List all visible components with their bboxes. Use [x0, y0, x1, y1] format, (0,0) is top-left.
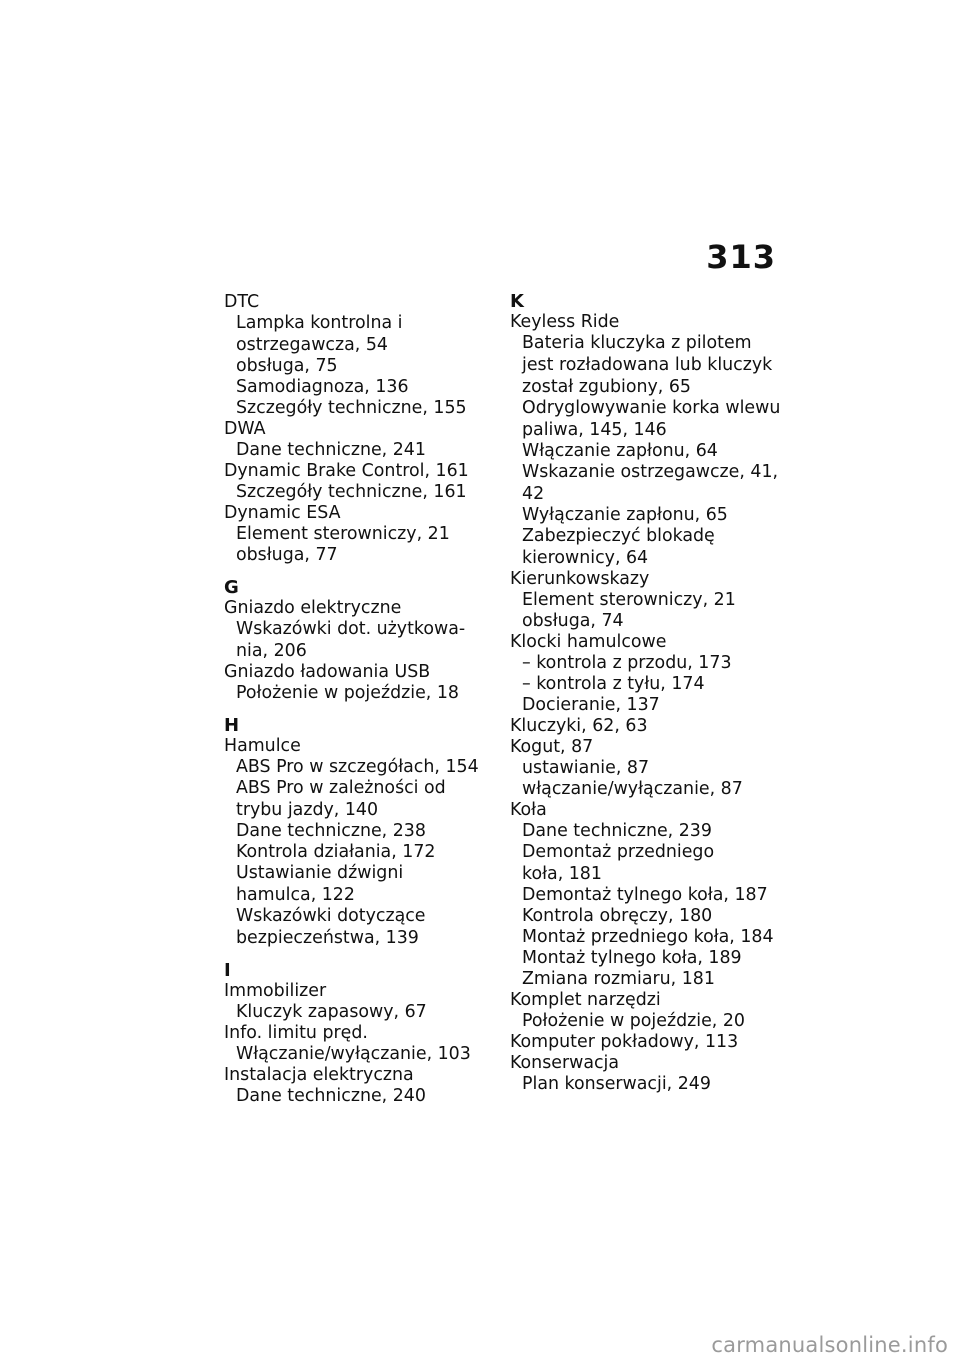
index-letter-heading: I [224, 960, 231, 981]
index-subentry-line: Samodiagnoza, 136 [236, 377, 409, 397]
index-subentry [224, 1086, 496, 1107]
index-subentry [510, 885, 800, 906]
index-subentry-line: Szczegóły techniczne, 155 [236, 398, 467, 418]
index-entry-kierunkowskazy [510, 569, 800, 632]
index-subentry-line: 42 [522, 484, 545, 504]
index-subentry [224, 440, 496, 461]
index-subentry-line: Wskazówki dot. użytkowa- [236, 619, 466, 639]
index-subentry-line: ABS Pro w zależności od [236, 778, 446, 798]
index-subentry-line: Demontaż przedniego [522, 842, 715, 862]
index-term: Kluczyki, 62, 63 [510, 716, 648, 736]
index-subentry-line: Dane techniczne, 239 [522, 821, 712, 841]
index-term: Dynamic Brake Control, 161 [224, 461, 469, 481]
index-subentry-line: Docieranie, 137 [522, 695, 660, 715]
index-term: Komplet narzędzi [510, 990, 661, 1010]
index-subentry-line: Położenie w pojeździe, 20 [522, 1011, 745, 1031]
index-subentry-line: Wskazówki dotyczące [236, 906, 426, 926]
index-subentry [510, 526, 800, 569]
index-subentry [224, 377, 496, 398]
index-subentry-line: Kontrola działania, 172 [236, 842, 436, 862]
index-subentry-line: jest rozładowana lub kluczyk [522, 355, 773, 375]
index-entry-gniazdo-elektryczne [224, 598, 496, 662]
index-entry-komputer-pokladowy-113 [510, 1032, 800, 1053]
index-entry-gniazdo-ladowania-usb [224, 662, 496, 704]
index-column-left [224, 292, 496, 1119]
index-subentry [224, 683, 496, 704]
index-subentry-line: Zabezpieczyć blokadę [522, 526, 715, 546]
index-subentry-line: Element sterowniczy, 21 [236, 524, 450, 544]
index-subentry [224, 821, 496, 842]
index-subentry-line: Wyłączanie zapłonu, 65 [522, 505, 728, 525]
index-term: Dynamic ESA [224, 503, 341, 523]
index-subentry [224, 482, 496, 503]
index-letter-heading: G [224, 577, 239, 598]
index-subentry [224, 757, 496, 778]
index-term: Komputer pokładowy, 113 [510, 1032, 739, 1052]
index-subentry [510, 842, 800, 885]
index-subentry [510, 441, 800, 462]
index-subentry [510, 333, 800, 398]
index-subentry-line: paliwa, 145, 146 [522, 420, 667, 440]
index-subentry-line: kierownicy, 64 [522, 548, 649, 568]
index-term: Gniazdo elektryczne [224, 598, 402, 618]
index-subentry-line: Wskazanie ostrzegawcze, 41, [522, 462, 779, 482]
index-entry-komplet-narzedzi [510, 990, 800, 1032]
index-subentry-line: Plan konserwacji, 249 [522, 1074, 711, 1094]
index-subentry [510, 1011, 800, 1032]
index-subentry-line: nia, 206 [236, 641, 307, 661]
index-subentry-line: Ustawianie dźwigni [236, 863, 404, 883]
index-entry-instalacja-elektryczna [224, 1065, 496, 1107]
index-group-h [224, 716, 496, 949]
index-subentry-line: Element sterowniczy, 21 [522, 590, 736, 610]
index-subentry-line: ostrzegawcza, 54 [236, 335, 388, 355]
index-column-right [510, 292, 800, 1107]
index-entry-kluczyki-62-63 [510, 716, 800, 737]
index-subentry-line: Bateria kluczyka z pilotem [522, 333, 752, 353]
index-subentry [510, 758, 800, 779]
index-subentry-line: Odryglowywanie korka wlewu [522, 398, 781, 418]
index-subentry [224, 1044, 496, 1065]
index-subentry-line: trybu jazdy, 140 [236, 800, 379, 820]
index-subentry [510, 906, 800, 927]
index-subentry-line: koła, 181 [522, 864, 602, 884]
index-subentry [224, 524, 496, 545]
index-entry-immobilizer [224, 981, 496, 1023]
index-subentry [510, 590, 800, 611]
index-subentry-line: obsługa, 74 [522, 611, 624, 631]
index-group-g [224, 578, 496, 704]
watermark: carmanualsonline.info [711, 1333, 948, 1357]
index-subentry [510, 505, 800, 526]
index-subentry-line: Dane techniczne, 238 [236, 821, 426, 841]
index-subentry-line: Kluczyk zapasowy, 67 [236, 1002, 427, 1022]
index-subentry [510, 821, 800, 842]
index-entry-dynamic-brake-control-161 [224, 461, 496, 503]
index-term: Klocki hamulcowe [510, 632, 667, 652]
index-subentry-line: Szczegóły techniczne, 161 [236, 482, 467, 502]
index-term: Keyless Ride [510, 312, 620, 332]
index-subentry-line: Położenie w pojeździe, 18 [236, 683, 459, 703]
index-subentry-line: ustawianie, 87 [522, 758, 650, 778]
index-subentry-line: Włączanie zapłonu, 64 [522, 441, 718, 461]
index-subentry [510, 1074, 800, 1095]
index-subentry-line: włączanie/wyłączanie, 87 [522, 779, 743, 799]
index-entry-kola [510, 800, 800, 990]
index-subentry [224, 1002, 496, 1023]
index-group-k [510, 292, 800, 1095]
index-subentry-line: obsługa, 77 [236, 545, 338, 565]
index-subentry-line: Włączanie/wyłączanie, 103 [236, 1044, 471, 1064]
index-subentry-line: Montaż tylnego koła, 189 [522, 948, 742, 968]
index-subentry [224, 356, 496, 377]
index-subentry-line: Montaż przedniego koła, 184 [522, 927, 774, 947]
index-subentry [224, 842, 496, 863]
index-subentry-line: ABS Pro w szczegółach, 154 [236, 757, 479, 777]
index-subentry-line: został zgubiony, 65 [522, 377, 691, 397]
index-entry-dynamic-esa [224, 503, 496, 566]
index-subentry [510, 653, 800, 674]
index-subentry-line: – kontrola z tyłu, 174 [522, 674, 705, 694]
index-subentry [510, 927, 800, 948]
index-term: Info. limitu pręd. [224, 1023, 368, 1043]
index-entry-dtc [224, 292, 496, 419]
index-subentry [224, 398, 496, 419]
index-subentry-line: Lampka kontrolna i [236, 313, 403, 333]
index-subentry-line: hamulca, 122 [236, 885, 355, 905]
index-entry-hamulce [224, 736, 496, 949]
index-subentry-line: bezpieczeństwa, 139 [236, 928, 419, 948]
index-term: Gniazdo ładowania USB [224, 662, 431, 682]
page-number: 313 [706, 238, 776, 276]
index-entry-klocki-hamulcowe [510, 632, 800, 716]
index-term: Konserwacja [510, 1053, 620, 1073]
index-subentry [510, 462, 800, 505]
index-subentry [510, 779, 800, 800]
index-term: Kogut, 87 [510, 737, 594, 757]
index-subentry [224, 545, 496, 566]
index-subentry [224, 906, 496, 949]
index-subentry [510, 695, 800, 716]
index-letter-heading: H [224, 715, 240, 736]
index-subentry-line: Dane techniczne, 241 [236, 440, 426, 460]
index-subentry [510, 611, 800, 632]
index-term: DWA [224, 419, 266, 439]
index-subentry-line: Dane techniczne, 240 [236, 1086, 426, 1106]
index-group-i [224, 961, 496, 1107]
index-subentry [224, 863, 496, 906]
index-letter-heading: K [510, 291, 524, 312]
index-entry-kogut-87 [510, 737, 800, 800]
index-entry-keyless-ride [510, 312, 800, 569]
index-subentry [224, 313, 496, 356]
index-entry-konserwacja [510, 1053, 800, 1095]
index-subentry [510, 969, 800, 990]
index-group [224, 292, 496, 566]
index-term: DTC [224, 292, 260, 312]
index-subentry [510, 948, 800, 969]
index-subentry [510, 674, 800, 695]
index-subentry-line: obsługa, 75 [236, 356, 338, 376]
index-term: Koła [510, 800, 547, 820]
index-subentry-line: Demontaż tylnego koła, 187 [522, 885, 768, 905]
index-entry-dwa [224, 419, 496, 461]
index-term: Kierunkowskazy [510, 569, 650, 589]
index-term: Immobilizer [224, 981, 327, 1001]
index-term: Hamulce [224, 736, 301, 756]
index-subentry [224, 778, 496, 821]
index-entry-info-limitu-pred [224, 1023, 496, 1065]
index-subentry [510, 398, 800, 441]
index-subentry-line: Zmiana rozmiaru, 181 [522, 969, 715, 989]
index-subentry [224, 619, 496, 662]
index-subentry-line: – kontrola z przodu, 173 [522, 653, 732, 673]
index-term: Instalacja elektryczna [224, 1065, 414, 1085]
index-subentry-line: Kontrola obręczy, 180 [522, 906, 713, 926]
